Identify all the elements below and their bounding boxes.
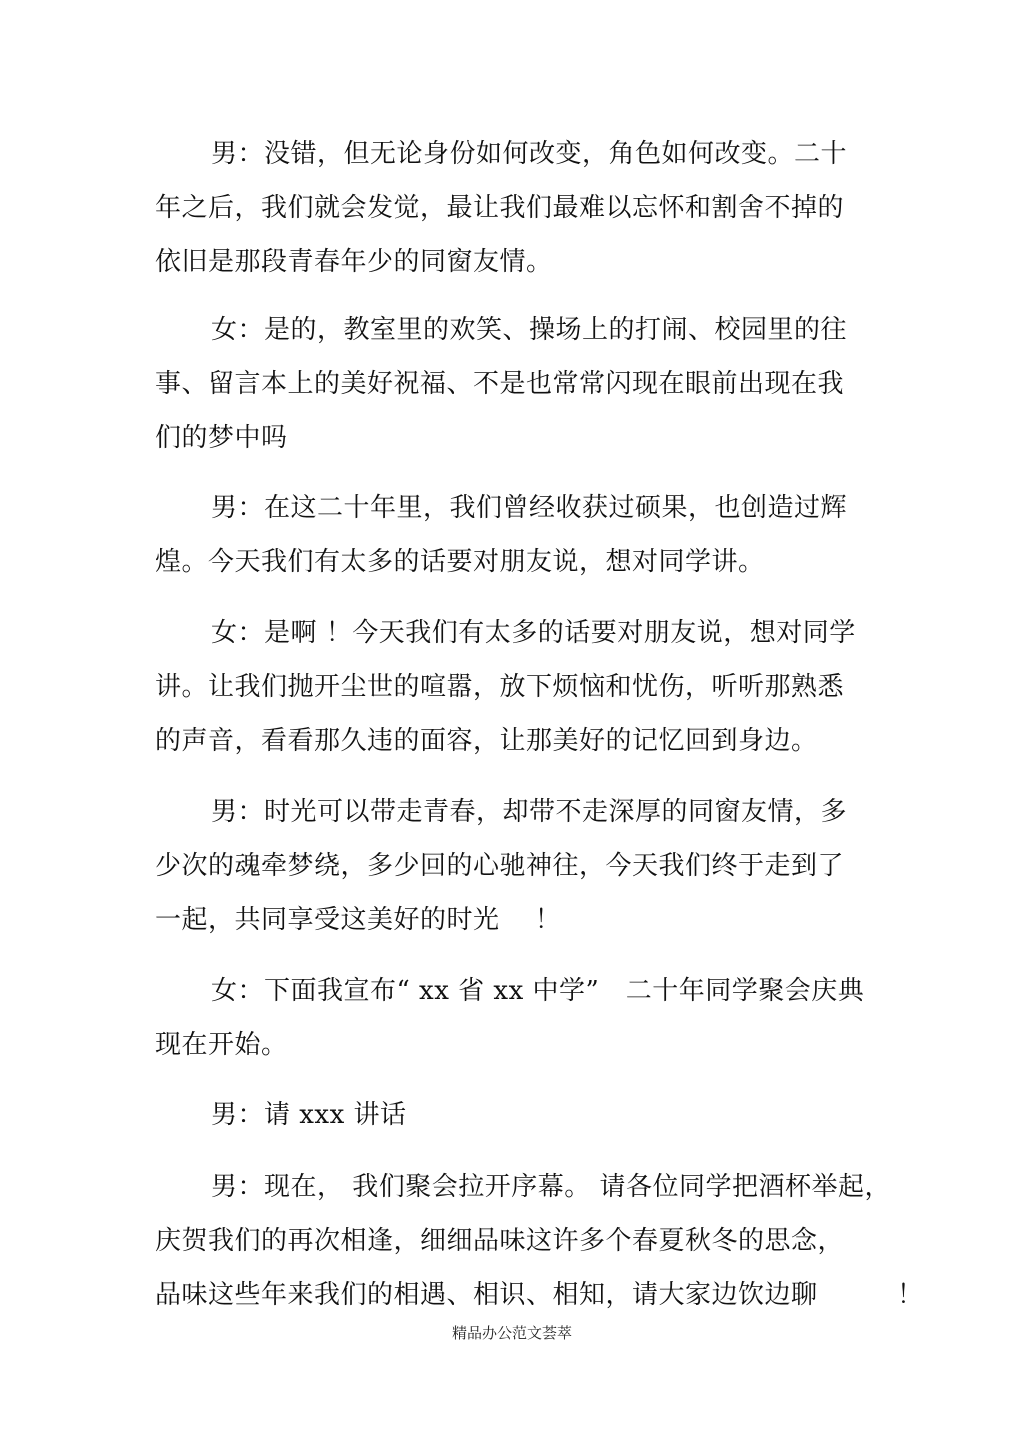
paragraph-line: 煌。今天我们有太多的话要对朋友说，想对同学讲。 — [155, 547, 765, 577]
paragraph-line: 的声音，看看那久违的面容，让那美好的记忆回到身边。 — [155, 726, 818, 756]
page-footer: 精品办公范文荟萃 — [451, 1324, 572, 1342]
paragraph-3 — [155, 481, 855, 589]
paragraph-line: 女：下面我宣布“ xx 省 xx 中学” 二十年同学聚会庆典 — [211, 976, 865, 1006]
paragraph-1 — [155, 127, 855, 289]
paragraph-4 — [155, 606, 855, 768]
paragraph-line: 男：时光可以带走青春，却带不走深厚的同窗友情，多 — [211, 797, 848, 827]
paragraph-line: 庆贺我们的再次相逢，细细品味这许多个春夏秋冬的思念， — [155, 1226, 845, 1256]
paragraph-line: 男：没错，但无论身份如何改变，角色如何改变。二十 — [211, 139, 848, 169]
paragraph-line: 男：请 xxx 讲话 — [211, 1100, 407, 1130]
paragraph-line: 品味这些年来我们的相遇、相识、相知，请大家边饮边聊 ！ — [155, 1280, 924, 1310]
paragraph-8 — [155, 1160, 924, 1322]
paragraph-line: 女：是的，教室里的欢笑、操场上的打闹、校园里的往 — [211, 315, 848, 345]
paragraph-7 — [155, 1088, 855, 1142]
paragraph-line: 少次的魂牵梦绕，多少回的心驰神往，今天我们终于走到了 — [155, 851, 845, 881]
paragraph-line: 女：是啊 ！今天我们有太多的话要对朋友说，想对同学 — [211, 618, 856, 648]
paragraph-line: 现在开始。 — [155, 1030, 288, 1060]
paragraph-line: 们的梦中吗 — [155, 423, 288, 453]
paragraph-2 — [155, 303, 855, 465]
paragraph-line: 依旧是那段青春年少的同窗友情。 — [155, 247, 553, 277]
paragraph-line: 事、留言本上的美好祝福、不是也常常闪现在眼前出现在我 — [155, 369, 845, 399]
paragraph-line: 年之后，我们就会发觉，最让我们最难以忘怀和割舍不掉的 — [155, 193, 845, 223]
paragraph-line: 讲。让我们抛开尘世的喧嚣，放下烦恼和忧伤，听听那熟悉 — [155, 672, 845, 702]
paragraph-line: 男：现在， 我们聚会拉开序幕。 请各位同学把酒杯举起， — [211, 1172, 892, 1202]
paragraph-6 — [155, 964, 865, 1072]
paragraph-5 — [155, 785, 855, 947]
paragraph-line: 男：在这二十年里，我们曾经收获过硕果，也创造过辉 — [211, 493, 848, 523]
paragraph-line: 一起，共同享受这美好的时光 ！ — [155, 905, 562, 935]
